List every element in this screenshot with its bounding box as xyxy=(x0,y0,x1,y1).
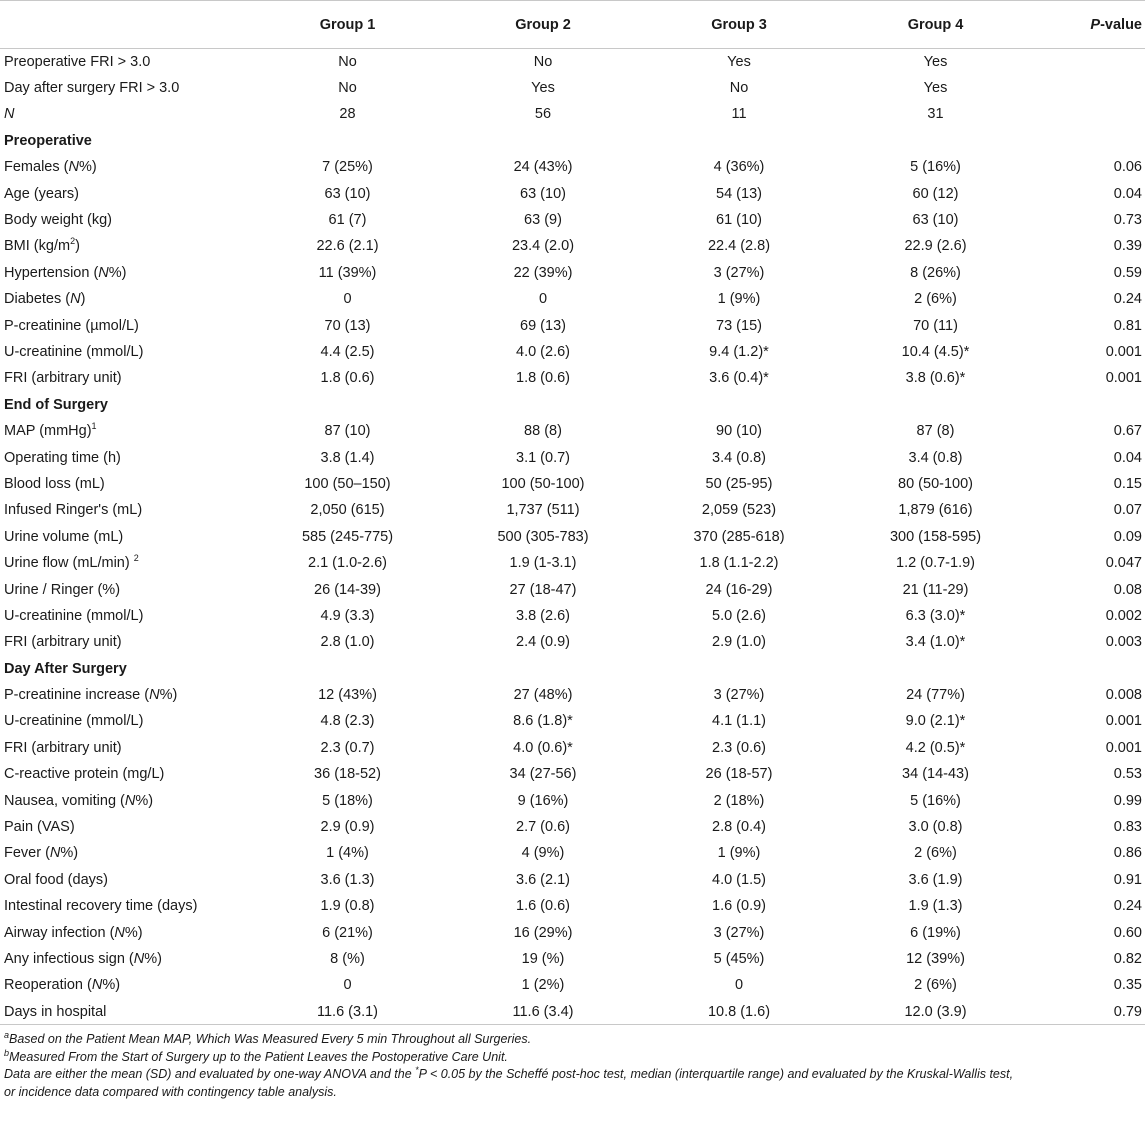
table-row xyxy=(0,550,1145,576)
row-label: Oral food (days) xyxy=(4,871,108,888)
cell-group-2: 3.6 (2.1) xyxy=(516,871,570,888)
cell-group-1: 26 (14-39) xyxy=(314,581,381,598)
table-row xyxy=(0,101,1145,127)
cell-group-1: 2.9 (0.9) xyxy=(320,819,375,836)
row-label: Urine / Ringer (%) xyxy=(4,581,121,598)
cell-group-3: 3 (27%) xyxy=(713,687,765,704)
cell-p-value: 0.24 xyxy=(1113,291,1142,308)
cell-group-3: 10.8 (1.6) xyxy=(641,999,837,1025)
cell-group-3: 1.8 (1.1-2.2) xyxy=(699,555,779,572)
table-row xyxy=(0,919,1145,945)
cell-p-value: 0.06 xyxy=(1113,159,1142,176)
cell-group-2: 4.0 (0.6)* xyxy=(513,739,573,756)
header-group-1: Group 1 xyxy=(250,1,445,49)
cell-p-value: 0.86 xyxy=(1113,845,1142,862)
cell-group-3: 4.0 (1.5) xyxy=(712,871,766,888)
cell-p-value: 0.35 xyxy=(1113,977,1142,994)
cell-group-1: 2.1 (1.0-2.6) xyxy=(308,555,387,572)
row-label: Hypertension (N%) xyxy=(4,264,127,281)
header-label xyxy=(0,1,250,49)
cell-group-2: 22 (39%) xyxy=(513,264,573,281)
cell-group-1: 11 (39%) xyxy=(318,264,377,281)
cell-group-1: 12 (43%) xyxy=(318,687,377,704)
cell-p-value: 0.07 xyxy=(1113,502,1142,519)
cell-group-4: 1.9 (1.3) xyxy=(908,898,963,915)
cell-group-3: 3 (27%) xyxy=(713,264,765,281)
row-label: Urine flow (mL/min) $^2$ xyxy=(4,553,139,572)
cell-group-3: 50 (25-95) xyxy=(705,475,773,492)
row-label: Blood loss (mL) xyxy=(4,475,105,492)
cell-group-1: 585 (245-775) xyxy=(301,528,394,545)
cell-group-1: 100 (50–150) xyxy=(304,475,391,492)
header-group-2: Group 2 xyxy=(445,1,641,49)
cell-group-1: 4.8 (2.3) xyxy=(320,713,375,730)
section-title: Preoperative xyxy=(4,132,92,149)
cell-group-3: 22.4 (2.8) xyxy=(707,238,771,255)
section-row xyxy=(0,655,1145,681)
cell-group-3: 73 (15) xyxy=(716,317,762,334)
section-row xyxy=(0,392,1145,418)
table-row xyxy=(0,814,1145,840)
table-body xyxy=(0,49,1145,1025)
cell-group-3: 26 (18-57) xyxy=(705,766,773,783)
cell-group-3: 2 (18%) xyxy=(713,792,765,809)
cell-group-2: 63 (9) xyxy=(524,212,562,229)
header-row xyxy=(0,1,1145,49)
cell-group-1: 3.6 (1.3) xyxy=(320,871,375,888)
table-row xyxy=(0,708,1145,734)
cell-p-value xyxy=(1034,75,1145,101)
cell-group-2: 27 (48%) xyxy=(513,687,573,704)
cell-group-3: No xyxy=(729,80,749,97)
cell-group-4: 3.8 (0.6)* xyxy=(905,370,966,387)
row-label: FRI (arbitrary unit) xyxy=(4,634,122,651)
table-row xyxy=(0,49,1145,75)
table-footnotes xyxy=(0,1025,1145,1101)
cell-group-3: 3 (27%) xyxy=(713,924,765,941)
table-row xyxy=(0,999,1145,1025)
cell-group-4: 2 (6%) xyxy=(914,291,957,308)
cell-group-2: Yes xyxy=(531,80,555,97)
row-label: MAP (mmHg)$^1$ xyxy=(4,421,97,440)
cell-p-value: 0.24 xyxy=(1113,898,1142,915)
cell-p-value: 0.001 xyxy=(1105,343,1142,360)
cell-group-3: 24 (16-29) xyxy=(705,581,773,598)
cell-group-4: 6 (19%) xyxy=(910,924,961,941)
cell-group-4: 24 (77%) xyxy=(906,687,965,704)
table-row xyxy=(0,471,1145,497)
table-row xyxy=(0,946,1145,972)
cell-group-1: 4.9 (3.3) xyxy=(320,607,375,624)
row-label: Urine volume (mL) xyxy=(4,528,124,545)
table-row xyxy=(0,339,1145,365)
cell-group-4: 60 (12) xyxy=(912,185,959,202)
cell-p-value xyxy=(1034,101,1145,127)
cell-group-2: 4 (9%) xyxy=(521,845,565,862)
cell-p-value: 0.002 xyxy=(1105,607,1142,624)
cell-group-4: 34 (14-43) xyxy=(902,766,969,783)
cell-group-4: 22.9 (2.6) xyxy=(904,238,967,255)
row-label: Diabetes (N) xyxy=(4,291,86,308)
table-row xyxy=(0,735,1145,761)
cell-group-3: 3.4 (0.8) xyxy=(712,449,766,466)
cell-p-value: 0.81 xyxy=(1113,317,1142,334)
row-label: Pain (VAS) xyxy=(4,819,75,836)
cell-p-value: 0.003 xyxy=(1105,634,1142,651)
header-group-4: Group 4 xyxy=(837,1,1034,49)
row-label: FRI (arbitrary unit) xyxy=(4,370,122,387)
cell-group-4: 5 (16%) xyxy=(910,159,961,176)
table-row xyxy=(0,233,1145,259)
cell-group-1: 63 (10) xyxy=(324,185,371,202)
cell-p-value: 0.001 xyxy=(1105,370,1142,387)
cell-group-2: 27 (18-47) xyxy=(509,581,577,598)
row-label: Infused Ringer's (mL) xyxy=(4,502,143,519)
table-row xyxy=(0,260,1145,286)
cell-group-4: 3.0 (0.8) xyxy=(908,819,963,836)
cell-p-value xyxy=(1034,49,1145,75)
row-label: U-creatinine (mmol/L) xyxy=(4,607,144,624)
footnote-b: $^b$Measured From the Start of Surgery up to the Patient Leaves the Postoperative Care Unit. xyxy=(4,1047,508,1064)
cell-group-3: 9.4 (1.2)* xyxy=(709,343,769,360)
cell-p-value: 0.59 xyxy=(1113,264,1142,281)
cell-group-4: 4.2 (0.5)* xyxy=(905,739,966,756)
row-label: Operating time (h) xyxy=(4,449,121,466)
cell-group-2: 2.7 (0.6) xyxy=(516,819,570,836)
cell-group-1: 1.8 (0.6) xyxy=(320,370,375,387)
row-label: U-creatinine (mmol/L) xyxy=(4,343,144,360)
row-label: Fever (N%) xyxy=(4,845,79,862)
cell-group-1: 61 (7) xyxy=(328,212,367,229)
cell-group-4: Yes xyxy=(923,53,948,70)
cell-group-3: 1.6 (0.9) xyxy=(712,898,766,915)
cell-group-2: 19 (%) xyxy=(521,950,565,967)
cell-group-3: Yes xyxy=(727,53,751,70)
cell-group-2: 69 (13) xyxy=(520,317,566,334)
table-row xyxy=(0,972,1145,998)
row-label: Reoperation (N%) xyxy=(4,977,121,994)
cell-group-2: 1.9 (1-3.1) xyxy=(509,555,577,572)
cell-group-3: 5 (45%) xyxy=(713,950,765,967)
footnote-a: $^a$Based on the Patient Mean MAP, Which Was Measured Every 5 min Throughout all Surgeries. xyxy=(4,1030,532,1047)
table-row xyxy=(0,365,1145,391)
cell-p-value: 0.008 xyxy=(1105,687,1142,704)
cell-group-3: 370 (285-618) xyxy=(693,528,785,545)
cell-p-value: 0.04 xyxy=(1113,449,1142,466)
row-label: P-creatinine increase (N%) xyxy=(4,687,178,704)
cell-group-3: 2.9 (1.0) xyxy=(712,634,766,651)
cell-group-1: 70 (13) xyxy=(324,317,371,334)
cell-group-2: 11.6 (3.4) xyxy=(445,999,641,1025)
row-label: Preoperative FRI > 3.0 xyxy=(4,53,151,70)
row-label: Age (years) xyxy=(4,185,79,202)
cell-p-value: 0.08 xyxy=(1113,581,1142,598)
cell-group-1: 7 (25%) xyxy=(322,159,373,176)
cell-group-2: 2.4 (0.9) xyxy=(516,634,570,651)
cell-group-2: 23.4 (2.0) xyxy=(511,238,575,255)
cell-group-2: 1.6 (0.6) xyxy=(516,898,570,915)
cell-group-4: 9.0 (2.1)* xyxy=(905,713,966,730)
cell-group-3: 54 (13) xyxy=(716,185,762,202)
table-row xyxy=(0,444,1145,470)
cell-group-2: 63 (10) xyxy=(520,185,566,202)
row-label: N xyxy=(4,106,15,123)
cell-group-2: 4.0 (2.6) xyxy=(516,343,570,360)
table-row xyxy=(0,787,1145,813)
cell-group-1: 6 (21%) xyxy=(322,924,373,941)
cell-group-2: 56 xyxy=(534,106,552,123)
cell-group-2: No xyxy=(533,53,553,70)
cell-group-1: 2.8 (1.0) xyxy=(320,634,375,651)
row-label: Days in hospital xyxy=(0,999,250,1025)
cell-group-2: 500 (305-783) xyxy=(497,528,589,545)
cell-p-value: 0.15 xyxy=(1113,475,1142,492)
cell-p-value: 0.001 xyxy=(1105,739,1142,756)
cell-group-1: 2.3 (0.7) xyxy=(320,739,375,756)
cell-group-3: 2,059 (523) xyxy=(701,502,777,519)
table-row xyxy=(0,603,1145,629)
cell-group-1: 28 xyxy=(339,106,356,123)
cell-group-2: 34 (27-56) xyxy=(509,766,577,783)
cell-p-value: 0.53 xyxy=(1113,766,1142,783)
cell-group-4: Yes xyxy=(923,80,948,97)
row-label: Females (N%) xyxy=(4,159,97,176)
cell-group-2: 1.8 (0.6) xyxy=(516,370,570,387)
table-row xyxy=(0,682,1145,708)
cell-group-2: 3.1 (0.7) xyxy=(516,449,570,466)
cell-group-1: 1 (4%) xyxy=(326,845,369,862)
cell-group-2: 0 xyxy=(538,291,548,308)
cell-group-4: 12.0 (3.9) xyxy=(837,999,1034,1025)
cell-group-1: 1.9 (0.8) xyxy=(320,898,375,915)
table-row xyxy=(0,893,1145,919)
cell-group-4: 1,879 (616) xyxy=(898,502,973,519)
cell-group-3: 2.8 (0.4) xyxy=(712,819,766,836)
cell-p-value: 0.04 xyxy=(1113,185,1142,202)
cell-group-3: 5.0 (2.6) xyxy=(712,607,766,624)
table-row xyxy=(0,576,1145,602)
cell-group-2: 24 (43%) xyxy=(513,159,573,176)
cell-group-4: 80 (50-100) xyxy=(898,475,973,492)
section-title: Day After Surgery xyxy=(4,660,127,677)
cell-p-value: 0.99 xyxy=(1113,792,1142,809)
row-label: Airway infection (N%) xyxy=(4,924,143,941)
cell-group-4: 21 (11-29) xyxy=(902,581,969,598)
cell-group-1: 0 xyxy=(343,291,352,308)
cell-group-4: 3.4 (0.8) xyxy=(908,449,963,466)
cell-group-2: 88 (8) xyxy=(524,423,562,440)
row-label: P-creatinine (µmol/L) xyxy=(4,317,139,334)
cell-group-3: 2.3 (0.6) xyxy=(712,739,766,756)
section-title: End of Surgery xyxy=(4,396,108,413)
cell-p-value: 0.91 xyxy=(1113,871,1142,888)
cell-group-1: 22.6 (2.1) xyxy=(316,238,379,255)
table-row xyxy=(0,207,1145,233)
cell-p-value: 0.82 xyxy=(1113,950,1142,967)
cell-group-1: 4.4 (2.5) xyxy=(320,343,375,360)
cell-p-value: 0.047 xyxy=(1105,555,1142,572)
row-label: U-creatinine (mmol/L) xyxy=(4,713,144,730)
cell-group-3: 61 (10) xyxy=(716,212,762,229)
row-label: C-reactive protein (mg/L) xyxy=(4,766,165,783)
table-row xyxy=(0,180,1145,206)
cell-group-3: 1 (9%) xyxy=(717,845,761,862)
cell-group-4: 10.4 (4.5)* xyxy=(901,343,970,360)
cell-group-4: 12 (39%) xyxy=(906,950,965,967)
cell-group-3: 3.6 (0.4)* xyxy=(709,370,769,387)
cell-p-value: 0.09 xyxy=(1113,528,1142,545)
table-row xyxy=(0,629,1145,655)
table-row xyxy=(0,418,1145,444)
table-row xyxy=(0,761,1145,787)
cell-group-3: 0 xyxy=(734,977,744,994)
cell-group-4: 31 xyxy=(927,106,944,123)
row-label: Intestinal recovery time (days) xyxy=(4,898,198,915)
cell-group-1: 0 xyxy=(343,977,352,994)
cell-group-1: No xyxy=(338,53,357,70)
header-group-3: Group 3 xyxy=(641,1,837,49)
cell-group-4: 300 (158-595) xyxy=(889,528,982,545)
cell-p-value: 0.83 xyxy=(1113,819,1142,836)
table-row xyxy=(0,840,1145,866)
cell-p-value: 0.39 xyxy=(1113,238,1142,255)
cell-p-value: 0.001 xyxy=(1105,713,1142,730)
row-label: FRI (arbitrary unit) xyxy=(4,739,122,756)
cell-group-1: 36 (18-52) xyxy=(314,766,381,783)
header-p-value: P-value xyxy=(1034,1,1145,49)
cell-group-3: 90 (10) xyxy=(716,423,762,440)
cell-group-1: No xyxy=(338,80,357,97)
cell-group-1: 87 (10) xyxy=(324,423,371,440)
row-label: Any infectious sign (N%) xyxy=(4,950,162,967)
cell-group-2: 1 (2%) xyxy=(521,977,565,994)
row-label: Body weight (kg) xyxy=(4,212,112,229)
cell-group-4: 63 (10) xyxy=(912,212,959,229)
cell-p-value: 0.67 xyxy=(1113,423,1142,440)
table-row xyxy=(0,154,1145,180)
cell-group-3: 1 (9%) xyxy=(717,291,761,308)
cell-group-4: 3.4 (1.0)* xyxy=(905,634,966,651)
cell-p-value: 0.60 xyxy=(1113,924,1142,941)
section-row xyxy=(0,128,1145,154)
cell-group-1: 5 (18%) xyxy=(322,792,373,809)
table-row xyxy=(0,497,1145,523)
cell-group-4: 1.2 (0.7-1.9) xyxy=(896,555,975,572)
table-row xyxy=(0,75,1145,101)
cell-group-4: 70 (11) xyxy=(913,317,958,334)
cell-group-1: 3.8 (1.4) xyxy=(320,449,375,466)
cell-group-1: 8 (%) xyxy=(330,950,365,967)
cell-group-3: 4.1 (1.1) xyxy=(712,713,766,730)
cell-group-2: 100 (50-100) xyxy=(501,475,585,492)
cell-group-2: 16 (29%) xyxy=(513,924,573,941)
cell-group-4: 5 (16%) xyxy=(910,792,961,809)
cell-group-4: 3.6 (1.9) xyxy=(908,871,963,888)
row-label: BMI $(kg/m^2)$ xyxy=(4,236,80,255)
cell-p-value: 0.79 xyxy=(1034,999,1145,1025)
cell-group-2: 1,737 (511) xyxy=(506,502,580,519)
table-row xyxy=(0,867,1145,893)
cell-group-4: 2 (6%) xyxy=(914,845,957,862)
cell-group-2: 8.6 (1.8)* xyxy=(513,713,573,730)
cell-group-3: 11 xyxy=(731,106,747,123)
cell-group-2: 3.8 (2.6) xyxy=(516,607,570,624)
footnote-data-note: Data are either the mean (SD) and evaluated by one-way ANOVA and the *P < 0.05 by the Scheffé post-hoc test, median (interquartile range) and evaluated by the Kruskal-Wallis test, xyxy=(4,1065,1014,1082)
table-row xyxy=(0,524,1145,550)
table-row xyxy=(0,312,1145,338)
row-label: Nausea, vomiting (N%) xyxy=(4,792,154,809)
cell-group-3: 4 (36%) xyxy=(713,159,765,176)
cell-p-value: 0.73 xyxy=(1113,212,1142,229)
cell-group-1: 2,050 (615) xyxy=(310,502,385,519)
cell-group-4: 87 (8) xyxy=(916,423,955,440)
cell-group-4: 6.3 (3.0)* xyxy=(905,607,966,624)
footnote-data-note-cont: or incidence data compared with contingency table analysis. xyxy=(4,1084,337,1099)
row-label: Day after surgery FRI > 3.0 xyxy=(4,80,180,97)
cell-group-2: 9 (16%) xyxy=(517,792,569,809)
cell-group-1: 11.6 (3.1) xyxy=(250,999,445,1025)
cell-group-4: 2 (6%) xyxy=(914,977,957,994)
table-row xyxy=(0,286,1145,312)
cell-group-4: 8 (26%) xyxy=(910,264,961,281)
